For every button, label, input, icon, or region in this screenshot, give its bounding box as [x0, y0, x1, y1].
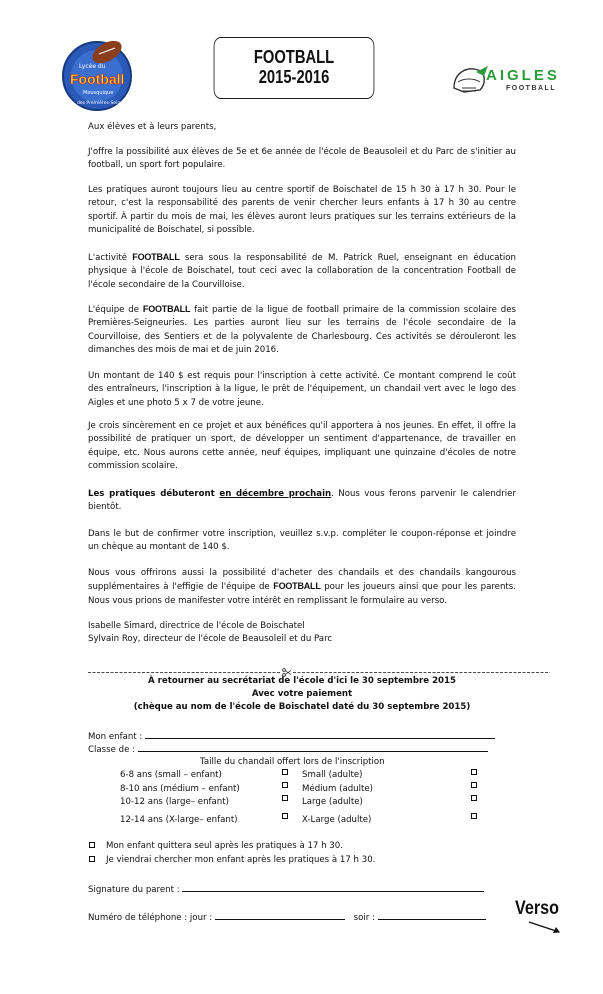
aigles-text: AIGLES [486, 67, 560, 84]
phone-day-field[interactable] [215, 910, 345, 920]
football-word: FOOTBALL [273, 581, 321, 592]
child-size-label: 10-12 ans (large– enfant) [120, 797, 229, 807]
arrow-right-icon [527, 918, 563, 936]
football-word: FOOTBALL [132, 252, 180, 262]
class-field[interactable] [138, 742, 488, 752]
child-name-row: Mon enfant : [88, 729, 495, 744]
cheque-instruction: (chèque au nom de l'école de Boischatel daté du 30 septembre 2015) [133, 702, 471, 712]
class-row: Classe de : [88, 742, 488, 757]
return-instruction: À retourner au secrétariat de l'école d'ici le 30 septembre 2015 [148, 676, 456, 686]
signature-line-2: Sylvain Roy, directeur de l'école de Beausoleil et du Parc [88, 634, 333, 644]
paragraph-3: L'activité FOOTBALL sera sous la responsabilité de M. Patrick Ruel, enseignant en éducation physique à l'école de Boischatel, tout ceci avec la collaboration de la concentration Football de l'école secondaire de la Courvilloise. [88, 252, 516, 290]
school-football-logo [55, 30, 137, 114]
aigles-football-text: FOOTBALL [506, 85, 557, 92]
adult-size-checkbox[interactable] [471, 769, 477, 775]
paragraph-1: J'offre la possibilité aux élèves de 5e et 6e année de l'école de Beausoleil et du Parc de s'initier au football, un sport fort populaire. [88, 147, 516, 171]
verso-label: Verso [515, 898, 560, 919]
cut-line [88, 662, 550, 671]
adult-size-label: Small (adulte) [302, 770, 363, 780]
logo-sub-text: Mousquique [83, 90, 114, 96]
child-size-checkbox[interactable] [282, 769, 288, 775]
aigles-logo [448, 58, 582, 100]
child-size-label: 12-14 ans (X-large– enfant) [120, 815, 238, 825]
adult-size-label: Médium (adulte) [302, 784, 374, 794]
adult-size-checkbox[interactable] [471, 795, 477, 801]
start-date-emphasis: en décembre prochain [219, 489, 332, 499]
paragraph-2: Les pratiques auront toujours lieu au centre sportif de Boischatel de 15 h 30 à 17 h 30. Pour le retour, c'est la responsabilité des parents de venir chercher leurs enfants à 17 h 30 au centre sportif. À partir du mois de mai, les élèves auront leurs pratiques sur les terrains extérieurs de la municipalité de Boischatel, si possible. [88, 185, 516, 236]
logo-arc-text: des Premières-Seigneuries [77, 101, 137, 106]
paragraph-4: L'équipe de FOOTBALL fait partie de la ligue de football primaire de la commission scolaire des Premières-Seigneuries. Les parties auront lieu sur les terrains de l'école secondaire de la Courvilloise, des Sentiers et de la polyvalente de Charlesbourg. Ces activités se dérouleront les dimanches des mois de mai et de juin 2016. [88, 304, 516, 356]
logo-top-text: Lycée du [79, 63, 106, 70]
paragraph-8: Dans le but de confirmer votre inscription, veuillez s.v.p. compléter le coupon-réponse et joindre un chèque au montant de 140 $. [88, 529, 516, 553]
phone-evening-field[interactable] [378, 910, 486, 920]
child-size-checkbox[interactable] [282, 782, 288, 788]
signature-field[interactable] [182, 882, 484, 892]
paragraph-7: Les pratiques débuteront en décembre prochain. Nous vous ferons parvenir le calendrier bientôt. [88, 489, 516, 513]
adult-size-checkbox[interactable] [471, 782, 477, 788]
child-size-checkbox[interactable] [282, 813, 288, 819]
adult-size-checkbox[interactable] [471, 813, 477, 819]
signature-line-1: Isabelle Simard, directrice de l'école de Boischatel [88, 621, 305, 631]
adult-size-label: X-Large (adulte) [302, 815, 372, 825]
size-heading: Taille du chandail offert lors de l'inscription [200, 757, 385, 767]
child-size-label: 6-8 ans (small – enfant) [120, 770, 222, 780]
child-size-label: 8-10 ans (médium – enfant) [120, 784, 240, 794]
phone-row: Numéro de téléphone : jour : soir : [88, 910, 486, 925]
child-name-field[interactable] [145, 729, 495, 739]
title-line-1: FOOTBALL [253, 47, 335, 67]
football-word: FOOTBALL [142, 304, 191, 314]
leave-alone-checkbox[interactable] [89, 842, 95, 848]
pickup-checkbox[interactable] [89, 856, 95, 862]
paragraph-5: Un montant de 140 $ est requis pour l'inscription à cette activité. Ce montant comprend le coût des entraîneurs, l'inscription à la ligue, le prêt de l'équipement, un chandail vert avec le logo des Aigles et une photo 5 x 7 de votre jeune. [88, 371, 516, 408]
greeting: Aux élèves et à leurs parents, [88, 122, 217, 132]
title-line-2: 2015-2016 [258, 67, 330, 87]
logo-main-text: Football [70, 71, 125, 87]
paragraph-9: Nous vous offrirons aussi la possibilité d'acheter des chandails et des chandails kangourous supplémentaires à l'effigie de l'équipe de FOOTBALL pour les joueurs ainsi que pour les parents. Nous vous prions de manifester votre intérêt en remplissant le formulaire au verso. [88, 568, 516, 606]
title-box [214, 37, 375, 99]
paragraph-6: Je crois sincèrement en ce projet et aux bénéfices qu'il apportera à nos jeunes. En effet, il offre la possibilité de pratiquer un sport, de développer un sentiment d'appartenance, de travailler en équipe, etc. Nous aurons cette année, neuf équipes, impliquant une quinzaine d'écoles de notre commission scolaire. [88, 421, 516, 472]
pickup-label: Je viendrai chercher mon enfant après les pratiques à 17 h 30. [106, 855, 376, 865]
leave-alone-label: Mon enfant quittera seul après les pratiques à 17 h 30. [106, 841, 343, 851]
adult-size-label: Large (adulte) [302, 797, 363, 807]
payment-instruction: Avec votre paiement [251, 689, 353, 699]
signature-row: Signature du parent : [88, 882, 484, 897]
child-size-checkbox[interactable] [282, 795, 288, 801]
